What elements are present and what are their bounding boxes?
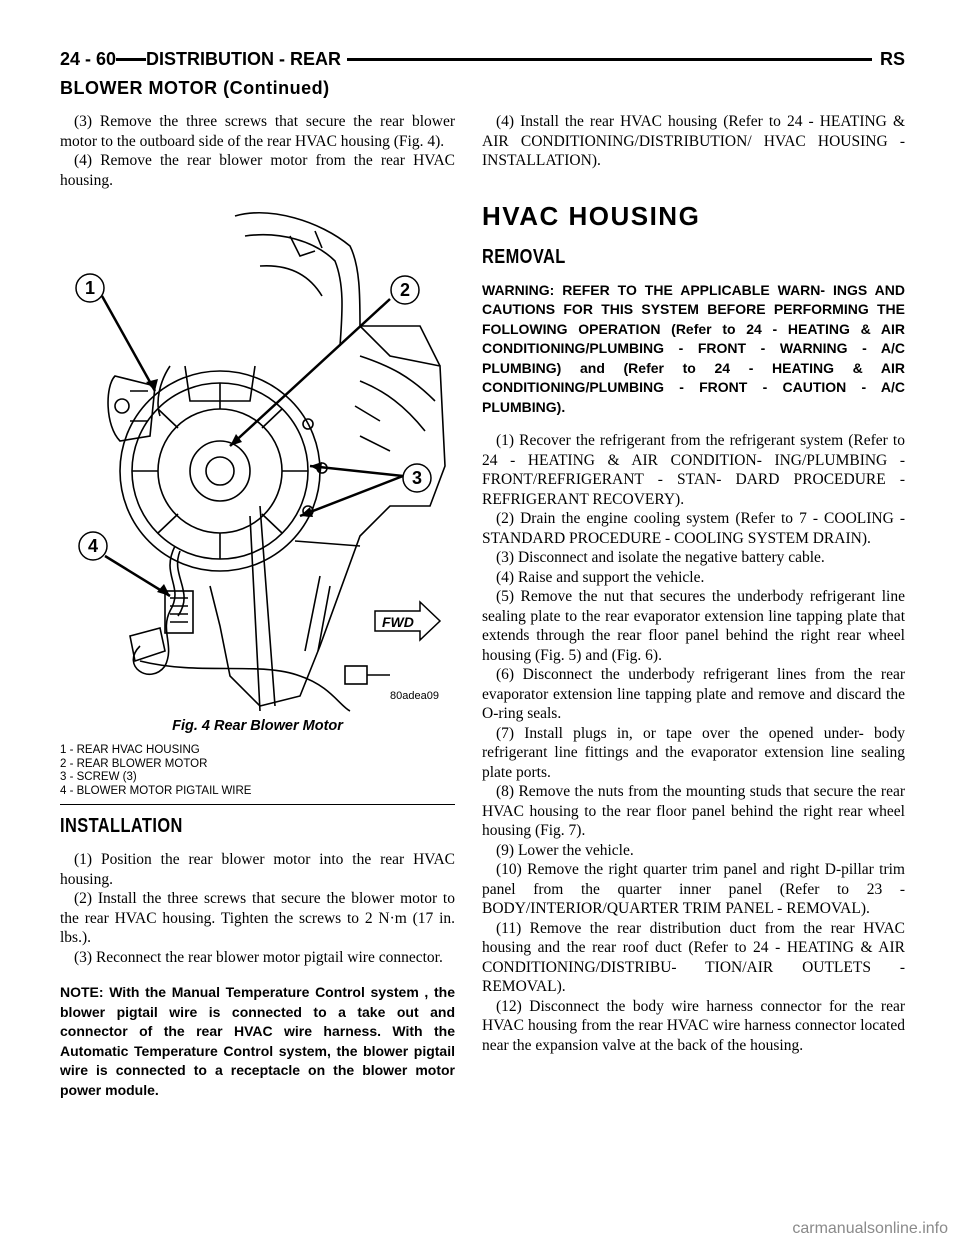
hvac-step-2: (2) Drain the engine cooling system (Refer to 7 - COOLING - STANDARD PROCEDURE - COOLING SYSTEM DRAIN).	[482, 510, 905, 547]
section-continued-title: BLOWER MOTOR (Continued)	[60, 78, 330, 98]
installation-step-3: (3) Reconnect the rear blower motor pigtail wire connector.	[74, 948, 443, 966]
callout-1: 1	[84, 278, 96, 298]
hvac-step-7: (7) Install plugs in, or tape over the opened under- body refrigerant line fittings and the evaporator extension line sealing plate ports.	[482, 724, 905, 781]
site-watermark: carmanualsonline.info	[792, 1220, 948, 1237]
figure-legend	[60, 744, 251, 798]
legend-item: 3 - SCREW (3)	[60, 771, 137, 783]
callout-markers	[76, 274, 431, 560]
right-column	[482, 112, 905, 1055]
figure-4	[60, 206, 455, 797]
hvac-step-5: (5) Remove the nut that secures the underbody refrigerant line sealing plate to the rear evaporator extension line tapping plate that extends through the rear floor panel behind the right rear wheel housing (Fig. 5) and (Fig. 6).	[482, 588, 905, 664]
installation-step-2: (2) Install the three screws that secure the blower motor to the rear HVAC housing. Tighten the screws to 2 N·m (17 in. lbs.).	[60, 890, 455, 946]
removal-heading: REMOVAL	[482, 245, 566, 268]
hvac-step-8: (8) Remove the nuts from the mounting studs that secure the rear HVAC housing to the rear floor panel behind the right rear wheel housing (Fig. 7).	[482, 783, 905, 839]
chapter-title: DISTRIBUTION - REAR	[146, 48, 347, 70]
hvac-step-11: (11) Remove the rear distribution duct from the rear HVAC housing and the rear roof duct (Refer to 24 - HEATING & AIR CONDITIONING/DISTRIBU- TION/AIR OUTLETS - REMOVAL).	[482, 919, 905, 995]
installation-step-1: (1) Position the rear blower motor into the rear HVAC housing.	[60, 851, 455, 888]
model-code: RS	[872, 48, 905, 70]
hvac-step-12: (12) Disconnect the body wire harness connector for the rear HVAC housing from the rear HVAC wire harness connector located near the expansion valve at the back of the housing.	[482, 997, 905, 1054]
page-number: 24 - 60	[60, 49, 117, 69]
legend-item: 4 - BLOWER MOTOR PIGTAIL WIRE	[60, 784, 252, 797]
fwd-label: FWD	[382, 614, 414, 630]
legend-item: 2 - REAR BLOWER MOTOR	[60, 757, 208, 770]
hvac-step-4: (4) Raise and support the vehicle.	[496, 568, 705, 586]
hvac-housing-heading: HVAC HOUSING	[482, 200, 701, 231]
image-code: 80adea09	[390, 690, 439, 702]
figure-bottom-rule	[60, 804, 455, 805]
warning-text: WARNING: REFER TO THE APPLICABLE WARN- INGS AND CAUTIONS FOR THIS SYSTEM BEFORE PERFORMING THE FOLLOWING OPERATION (Refer to 24 - HEATING & AIR CONDITIONING/PLUMBING - FRONT - WARNING - A/C PLUMBING) and (Refer to 24 - HEATING & AIR CONDITIONING/PLUMBING - FRONT - CAUTION - A/C PLUMBING).	[482, 281, 905, 415]
installation-heading: INSTALLATION	[60, 815, 183, 837]
hvac-step-3: (3) Disconnect and isolate the negative battery cable.	[496, 549, 825, 566]
installation-note: NOTE: With the Manual Temperature Control system , the blower pigtail wire is connected to a take out and connector of the rear HVAC wire harness. With the Automatic Temperature Control system, the blower pigtail wire is connected to a receptacle on the blower motor power module.	[60, 984, 455, 1098]
hvac-step-6: (6) Disconnect the underbody refrigerant lines from the rear evaporator extension line tapping plate and remove and discard the O-ring seals.	[482, 666, 905, 722]
fwd-arrow-icon	[375, 602, 440, 640]
callout-4: 4	[87, 536, 99, 556]
hvac-step-1: (1) Recover the refrigerant from the refrigerant system (Refer to 24 - HEATING & AIR CONDITION- ING/PLUMBING - FRONT/REFRIGERANT - STAN- DARD PROCEDURE - REFRIGERANT RECOVERY).	[482, 432, 905, 508]
legend-item: 1 - REAR HVAC HOUSING	[60, 744, 200, 756]
hvac-step-9: (9) Lower the vehicle.	[496, 841, 634, 859]
removal-step-3: (3) Remove the three screws that secure the rear blower motor to the outboard side of the rear HVAC housing (Fig. 4).	[60, 113, 455, 150]
callout-3: 3	[411, 468, 423, 488]
callout-2: 2	[399, 280, 411, 300]
page-header	[60, 48, 905, 72]
blower-motor-illustration	[60, 206, 455, 716]
left-column	[60, 112, 455, 1100]
installation-step-4: (4) Install the rear HVAC housing (Refer to 24 - HEATING & AIR CONDITIONING/DISTRIBUTION/ HVAC HOUSING - INSTALLATION).	[482, 113, 905, 169]
removal-step-4: (4) Remove the rear blower motor from the rear HVAC housing.	[60, 152, 455, 189]
hvac-step-10: (10) Remove the right quarter trim panel and right D-pillar trim panel from the quarter inner panel (Refer to 23 - BODY/INTERIOR/QUARTER TRIM PANEL - REMOVAL).	[482, 861, 905, 917]
figure-caption: Fig. 4 Rear Blower Motor	[172, 718, 343, 734]
